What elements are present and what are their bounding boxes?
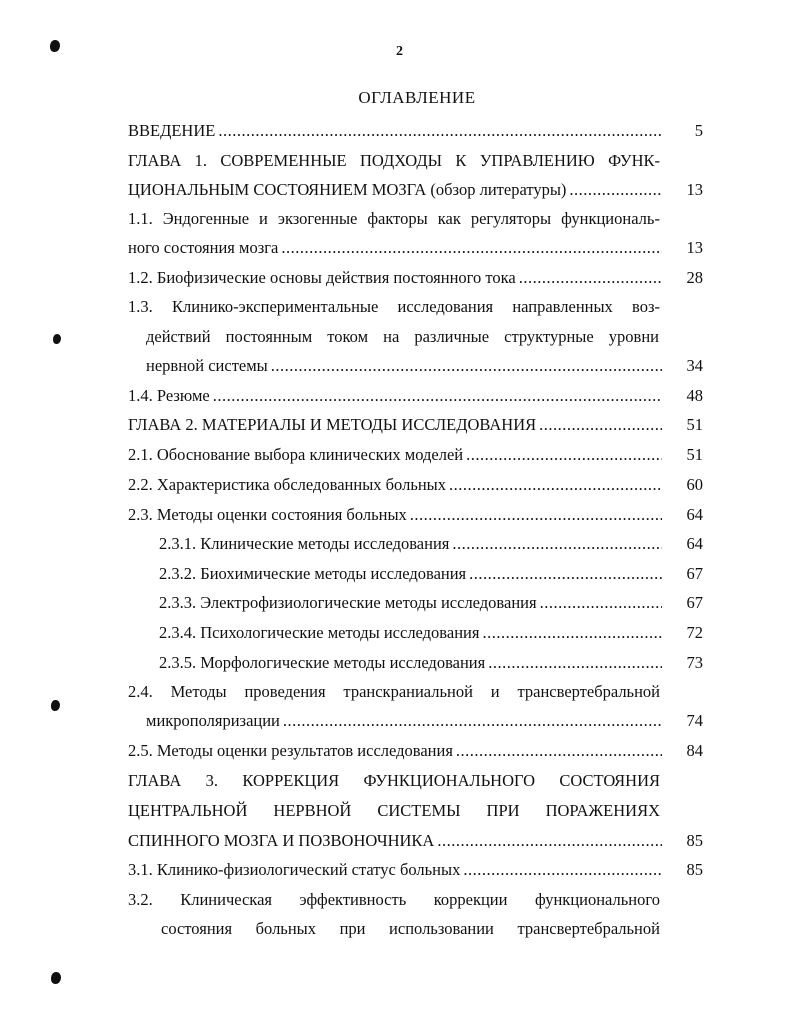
toc-page-number: 67	[686, 564, 703, 583]
toc-page-number: 13	[686, 180, 703, 199]
toc-entry	[128, 736, 662, 765]
toc-page-number: 85	[686, 860, 703, 879]
toc-word: структурные	[504, 327, 594, 346]
toc-word: воз-	[632, 297, 660, 316]
toc-word: постоянным	[225, 327, 313, 346]
toc-word: экзогенные	[277, 209, 358, 228]
toc-page-number: 51	[686, 415, 703, 434]
toc-page-number: 13	[686, 238, 703, 257]
toc-word: ФУНК-	[608, 151, 660, 170]
toc-entry-title: 2.5. Методы оценки результатов исследования	[128, 741, 453, 760]
toc-word: ГЛАВА	[128, 151, 182, 170]
toc-leader-dots	[213, 381, 662, 410]
toc-entry	[128, 175, 662, 204]
toc-entry-title: 2.3.2. Биохимические методы исследования	[159, 564, 467, 583]
toc-word: ЦЕНТРАЛЬНОЙ	[128, 801, 248, 820]
toc-word: ПОРАЖЕНИЯХ	[545, 801, 660, 820]
toc-entry-line	[128, 885, 660, 914]
toc-page-number: 74	[686, 711, 703, 730]
toc-page-number: 51	[686, 445, 703, 464]
toc-entry	[146, 351, 662, 380]
toc-leader-dots	[466, 440, 662, 469]
toc-page-number: 48	[686, 386, 703, 405]
toc-word: 3.	[205, 771, 219, 790]
toc-page-number: 84	[686, 741, 703, 760]
toc-word: функционального	[534, 890, 660, 909]
toc-entry	[128, 263, 662, 292]
toc-word: 1.1.	[128, 209, 153, 228]
toc-page-number: 85	[686, 831, 703, 850]
toc-leader-dots	[281, 233, 662, 262]
toc-word: током	[327, 327, 369, 346]
toc-word: 3.2.	[128, 890, 153, 909]
page-number: 2	[396, 44, 403, 59]
scan-speck-mark	[51, 972, 61, 984]
toc-page-number: 64	[686, 505, 703, 524]
toc-entry	[159, 618, 662, 647]
toc-word: действий	[146, 327, 211, 346]
page-title: ОГЛАВЛЕНИЕ	[358, 88, 476, 107]
toc-leader-dots	[452, 529, 662, 558]
toc-word: функциональ-	[561, 209, 660, 228]
toc-entry	[128, 500, 662, 529]
toc-word: и	[490, 682, 500, 701]
toc-word: СОВРЕМЕННЫЕ	[220, 151, 347, 170]
toc-leader-dots	[469, 559, 662, 588]
toc-word: КОРРЕКЦИЯ	[242, 771, 340, 790]
toc-word: СОСТОЯНИЯ	[559, 771, 660, 790]
toc-word: 2.4.	[128, 682, 153, 701]
toc-page-number: 60	[686, 475, 703, 494]
toc-word: коррекции	[433, 890, 508, 909]
toc-page-number: 64	[686, 534, 703, 553]
toc-word: трансвертебральной	[517, 919, 660, 938]
toc-page-number: 72	[686, 623, 703, 642]
toc-word: Клинико-экспериментальные	[171, 297, 379, 316]
toc-page-number: 28	[686, 268, 703, 287]
toc-entry-title: нервной системы	[146, 356, 268, 375]
toc-entry-title: 2.2. Характеристика обследованных больных	[128, 475, 447, 494]
toc-entry-line	[146, 322, 659, 351]
toc-word: как	[437, 209, 461, 228]
toc-entry	[128, 440, 662, 469]
toc-word: исследования	[397, 297, 494, 316]
toc-entry-title: микрополяризации	[146, 711, 280, 730]
toc-entry-title: 2.3.4. Психологические методы исследования	[159, 623, 480, 642]
toc-entry-title: 2.3.3. Электрофизиологические методы исследования	[159, 593, 537, 612]
toc-word: 1.	[194, 151, 208, 170]
toc-leader-dots	[456, 736, 662, 765]
toc-word: при	[339, 919, 366, 938]
toc-entry	[146, 706, 662, 735]
toc-word: ПОДХОДЫ	[359, 151, 443, 170]
toc-word: уровни	[608, 327, 659, 346]
toc-leader-dots	[437, 826, 662, 855]
toc-word: использовании	[389, 919, 494, 938]
toc-leader-dots	[218, 116, 662, 145]
toc-entry-line	[128, 292, 660, 321]
toc-entry-title: 1.2. Биофизические основы действия постоянного тока	[128, 268, 516, 287]
toc-entry-line	[128, 677, 660, 706]
toc-word: К	[455, 151, 467, 170]
toc-leader-dots	[540, 588, 662, 617]
toc-word: регуляторы	[470, 209, 552, 228]
toc-leader-dots	[410, 500, 662, 529]
toc-page-number: 34	[686, 356, 703, 375]
toc-leader-dots	[463, 855, 662, 884]
toc-word: различные	[414, 327, 490, 346]
toc-entry-line	[161, 914, 660, 943]
toc-word: больных	[255, 919, 316, 938]
toc-word: НЕРВНОЙ	[273, 801, 352, 820]
toc-word: и	[259, 209, 268, 228]
toc-leader-dots	[449, 470, 662, 499]
toc-leader-dots	[569, 175, 662, 204]
toc-entry	[128, 233, 662, 262]
toc-word: 1.3.	[128, 297, 153, 316]
toc-word: Эндогенные	[162, 209, 250, 228]
toc-entry	[159, 588, 662, 617]
toc-entry	[159, 559, 662, 588]
toc-word: ФУНКЦИОНАЛЬНОГО	[363, 771, 536, 790]
toc-entry-title: ЦИОНАЛЬНЫМ СОСТОЯНИЕМ МОЗГА (обзор литературы)	[128, 180, 567, 199]
toc-page-number: 5	[694, 121, 703, 140]
toc-leader-dots	[271, 351, 662, 380]
toc-word: на	[383, 327, 400, 346]
toc-word: СИСТЕМЫ	[377, 801, 461, 820]
toc-entry-line	[128, 204, 660, 233]
toc-word: транскраниальной	[343, 682, 473, 701]
toc-entry-line	[128, 146, 660, 175]
toc-word: Методы	[170, 682, 227, 701]
toc-entry-line	[128, 766, 660, 795]
toc-word: направленных	[512, 297, 613, 316]
toc-entry-title: 1.4. Резюме	[128, 386, 210, 405]
toc-word: трансвертебральной	[517, 682, 660, 701]
toc-entry	[128, 826, 662, 855]
toc-entry	[128, 381, 662, 410]
toc-page-number: 73	[686, 653, 703, 672]
scan-speck-mark	[53, 334, 61, 344]
toc-entry-title: 2.3. Методы оценки состояния больных	[128, 505, 407, 524]
toc-word: ГЛАВА	[128, 771, 182, 790]
toc-entry	[128, 410, 662, 439]
toc-entry	[128, 855, 662, 884]
toc-entry	[159, 529, 662, 558]
toc-entry-title: ГЛАВА 2. МАТЕРИАЛЫ И МЕТОДЫ ИССЛЕДОВАНИЯ	[128, 415, 537, 434]
toc-entry-title: 2.3.1. Клинические методы исследования	[159, 534, 450, 553]
toc-word: проведения	[244, 682, 326, 701]
toc-entry	[128, 470, 662, 499]
toc-leader-dots	[482, 618, 662, 647]
toc-entry-title: ВВЕДЕНИЕ	[128, 121, 216, 140]
toc-word: факторы	[367, 209, 428, 228]
toc-entry-title: ного состояния мозга	[128, 238, 279, 257]
toc-word: Клиническая	[180, 890, 272, 909]
toc-leader-dots	[539, 410, 662, 439]
toc-page-number: 67	[686, 593, 703, 612]
toc-word: состояния	[161, 919, 233, 938]
toc-entry	[159, 648, 662, 677]
toc-word: эффективность	[299, 890, 407, 909]
toc-entry-line	[128, 796, 660, 825]
toc-entry-title: СПИННОГО МОЗГА И ПОЗВОНОЧНИКА	[128, 831, 435, 850]
toc-leader-dots	[283, 706, 662, 735]
toc-leader-dots	[519, 263, 662, 292]
scan-speck-mark	[51, 700, 60, 711]
toc-entry-title: 3.1. Клинико-физиологический статус больных	[128, 860, 461, 879]
toc-word: УПРАВЛЕНИЮ	[479, 151, 595, 170]
toc-leader-dots	[488, 648, 662, 677]
toc-entry-title: 2.3.5. Морфологические методы исследования	[159, 653, 486, 672]
toc-entry-title: 2.1. Обоснование выбора клинических моделей	[128, 445, 464, 464]
toc-word: ПРИ	[486, 801, 520, 820]
toc-entry	[128, 116, 662, 145]
